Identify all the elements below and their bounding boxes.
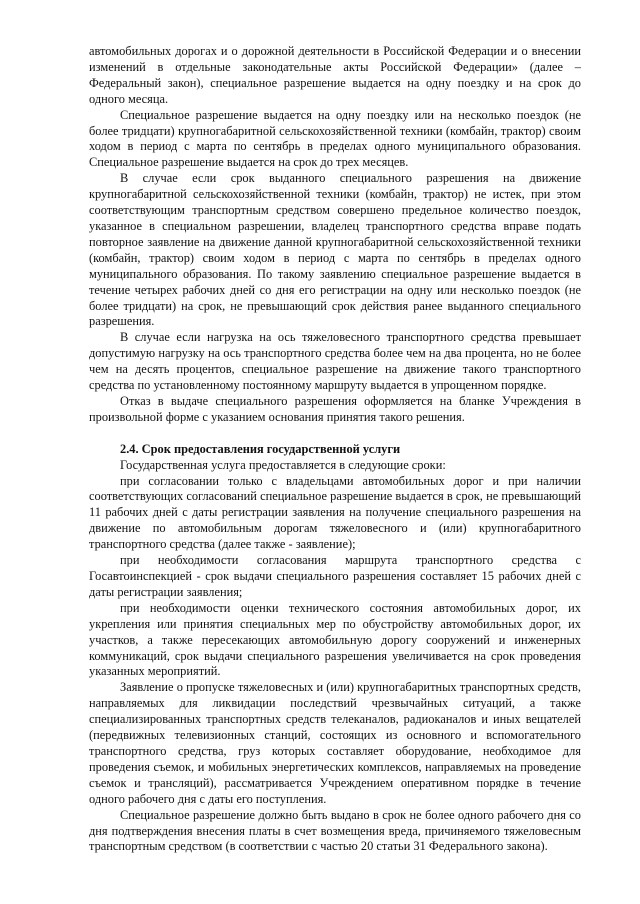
paragraph-law-reference: автомобильных дорогах и о дорожной деятельности в Российской Федерации и о внесении изменений в отдельные законодательные акты Российской Федерации» (далее – Федеральный закон), специальное разрешение выдается на одну поездку и на срок до одного месяца. (89, 44, 581, 106)
paragraph-payment-confirmation: Специальное разрешение должно быть выдано в срок не более одного рабочего дня со дня подтверждения внесения платы в счет возмещения вреда, причиняемого тяжеловесным транспортным средством (в соответствии с частью 20 статьи 31 Федерального закона). (89, 807, 581, 854)
paragraph-agricultural-machinery: Специальное разрешение выдается на одну поездку или на несколько поездок (не более тридцати) крупногабаритной сельскохозяйственной техники (комбайн, трактор) своим ходом в период с марта по сентябрь в пределах одного муниципального образования. Специальное разрешение выдается на срок до трех месяцев. (89, 107, 581, 170)
section-heading: 2.4. Срок предоставления государственной услуги (120, 441, 401, 456)
paragraph-emergency-vehicles: Заявление о пропуске тяжеловесных и (или) крупногабаритных транспортных средств, направляемых для ликвидации последствий чрезвычайных ситуаций, а также специализированных транспортных средств телеканалов, радиоканалов и иных вещателей (передвижных телевизионных станций, состоящих из основного и вспомогательного транспортного средства, груз которых составляет оборудование, необходимое для проведения съемок, и мобильных энергетических комплексов, направляемых на проведение съемок и трансляций), рассматривается Учреждением оперативном порядке в течение одного рабочего дня с даты его поступления. (89, 680, 581, 806)
document-page (89, 44, 581, 855)
paragraph-repeat-application: В случае если срок выданного специального разрешения на движение крупногабаритной сельскохозяйственной техники (комбайн, трактор) не истек, при этом соответствующим транспортным средством совершено предельное количество поездок, указанное в специальном разрешении, владелец транспортного средства вправе подать повторное заявление на движение данной крупногабаритной сельскохозяйственной техники (комбайн, трактор) своим ходом в период с марта по сентябрь в пределах одного муниципального образования. По такому заявлению специальное разрешение выдается в течение четырех рабочих дней со дня его регистрации на одну или несколько поездок (не более тридцати) на срок, не превышающий срок действия ранее выданного специального разрешения. (89, 171, 581, 329)
paragraph-refusal: Отказ в выдаче специального разрешения оформляется на бланке Учреждения в произвольной форме с указанием основания принятия такого решения. (89, 393, 581, 424)
paragraph-terms-intro: Государственная услуга предоставляется в следующие сроки: (120, 457, 446, 472)
paragraph-term-traffic-police: при необходимости согласования маршрута транспортного средства с Госавтоинспекцией - срок выдачи специального разрешения составляет 15 рабочих дней с даты регистрации заявления; (89, 553, 581, 599)
paragraph-axle-load: В случае если нагрузка на ось тяжеловесного транспортного средства превышает допустимую нагрузку на ось транспортного средства более чем на два процента, но не более чем на десять процентов, специальное разрешение на движение такого транспортного средства по установленному постоянному маршруту выдается в упрощенном порядке. (89, 330, 581, 393)
paragraph-term-owners: при согласовании только с владельцами автомобильных дорог и при наличии соответствующих согласований специальное разрешение выдается в срок, не превышающий 11 рабочих дней с даты регистрации заявления на получение специального разрешения на движение по автомобильным дорогам тяжеловесного и (или) крупногабаритного транспортного средства (далее также - заявление); (89, 473, 581, 552)
paragraph-term-road-assessment: при необходимости оценки технического состояния автомобильных дорог, их укрепления или принятия специальных мер по обустройству автомобильных дорог, их участков, а также пересекающих автомобильную дорогу сооружений и инженерных коммуникаций, срок выдачи специального разрешения увеличивается на срок проведения указанных мероприятий. (89, 600, 581, 679)
